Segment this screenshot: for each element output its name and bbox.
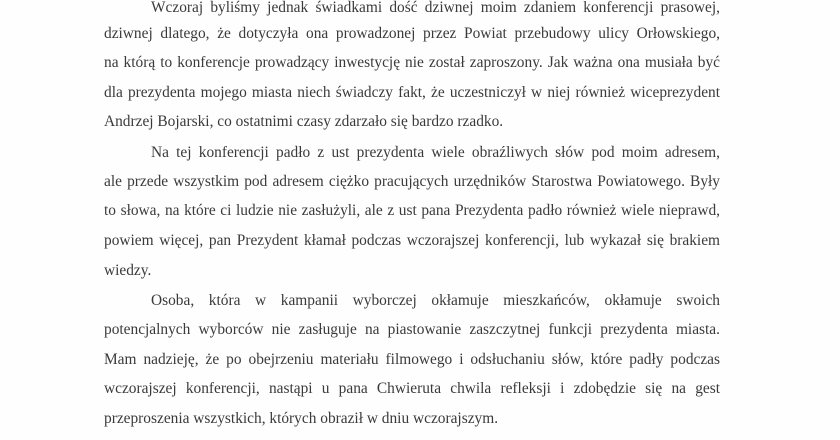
paragraph-1-line-3: na którą to konferencje prowadzący inwestycję nie został zaproszony. Jak ważna ona musiała być <box>104 54 720 71</box>
paragraph-3-line-3: Mam nadzieję, że po obejrzeniu materiału filmowego i odsłuchaniu słów, które padły podczas <box>104 351 720 368</box>
paragraph-2-line-3: to słowa, na które ci ludzie nie zasłużyli, ale z ust pana Prezydenta padło również wiele nieprawd, <box>104 202 720 219</box>
paragraph-1-line-1: Wczoraj byliśmy jednak świadkami dość dziwnej moim zdaniem konferencji prasowej, <box>151 0 720 16</box>
paragraph-3-line-1: Osoba, która w kampanii wyborczej okłamuje mieszkańców, okłamuje swoich <box>151 292 720 309</box>
paragraph-2-line-2: ale przede wszystkim pod adresem ciężko pracujących urzędników Starostwa Powiatowego. Były <box>104 173 720 190</box>
paragraph-2-line-5: wiedzy. <box>104 262 152 279</box>
paragraph-3-line-5: przeproszenia wszystkich, których obraził w dniu wczorajszym. <box>104 410 499 427</box>
paragraph-3-line-2: potencjalnych wyborców nie zasługuje na piastowanie zaszczytnej funkcji prezydenta miasta. <box>104 321 720 338</box>
paragraph-2-line-4: powiem więcej, pan Prezydent kłamał podczas wczorajszej konferencji, lub wykazał się brakiem <box>104 232 720 249</box>
paragraph-1-line-5: Andrzej Bojarski, co ostatnimi czasy zdarzało się bardzo rzadko. <box>104 113 504 130</box>
paragraph-3-line-4: wczorajszej konferencji, nastąpi u pana Chwieruta chwila refleksji i zdobędzie się na gest <box>104 380 720 397</box>
paragraph-2-line-1: Na tej konferencji padło z ust prezydenta wiele obraźliwych słów pod moim adresem, <box>151 144 720 161</box>
paragraph-1-line-4: dla prezydenta mojego miasta niech świadczy fakt, że uczestniczył w niej również wiceprezydent <box>104 84 720 101</box>
paragraph-1-line-2: dziwnej dlatego, że dotyczyła ona prowadzonej przez Powiat przebudowy ulicy Orłowskiego, <box>104 25 720 42</box>
